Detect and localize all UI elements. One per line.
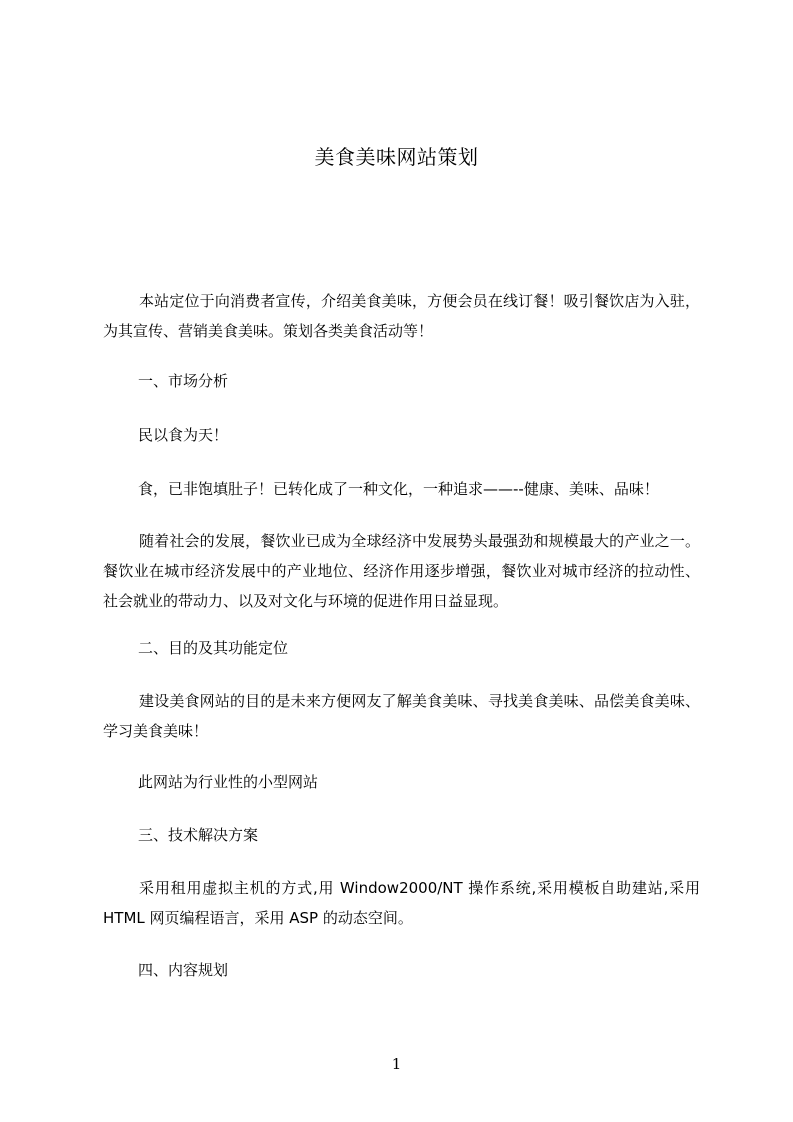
intro-paragraph: 本站定位于向消费者宣传，介绍美食美味，方便会员在线订餐！吸引餐饮店为入驻，为其宣传、营销美食美味。策划各类美食活动等！ (103, 292, 700, 340)
paragraph-food-culture: 食，已非饱填肚子！已转化成了一种文化，一种追求——--健康、美味、品味！ (138, 480, 659, 498)
section-heading-technical-solution: 三、技术解决方案 (138, 826, 259, 844)
page-number: 1 (391, 1055, 402, 1073)
section-heading-market-analysis: 一、市场分析 (138, 372, 229, 390)
paragraph-purpose: 建设美食网站的目的是未来方便网友了解美食美味、寻找美食美味、品偿美食美味、学习美食美味！ (103, 692, 700, 740)
paragraph-site-type: 此网站为行业性的小型网站 (138, 773, 319, 791)
document-title: 美食美味网站策划 (314, 145, 479, 169)
paragraph-technical-solution: 采用租用虚拟主机的方式,用 Window2000/NT 操作系统,采用模板自助建站,采用 HTML 网页编程语言，采用 ASP 的动态空间。 (103, 879, 700, 927)
paragraph-industry-development: 随着社会的发展，餐饮业已成为全球经济中发展势头最强劲和规模最大的产业之一。餐饮业在城市经济发展中的产业地位、经济作用逐步增强，餐饮业对城市经济的拉动性、社会就业的带动力、以及对文化与环境的促进作用日益显现。 (103, 532, 700, 610)
section-heading-content-planning: 四、内容规划 (138, 961, 229, 979)
section-heading-purpose: 二、目的及其功能定位 (138, 639, 289, 657)
paragraph-food-is-heaven: 民以食为天！ (138, 426, 229, 444)
